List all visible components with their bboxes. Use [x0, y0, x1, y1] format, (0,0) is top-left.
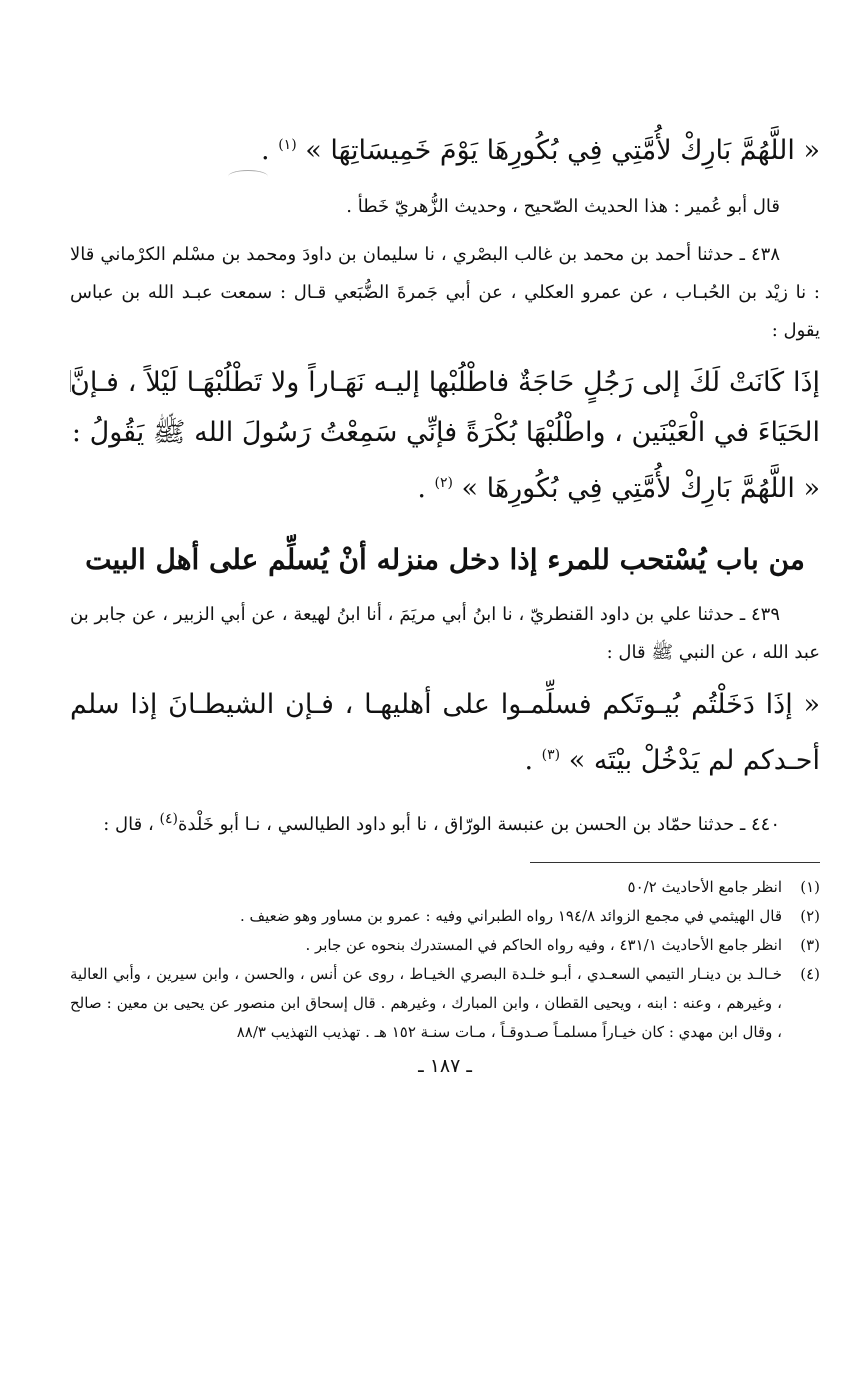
- footnote-ref-2[interactable]: (٢): [434, 475, 453, 491]
- footnote-item: (٢) قال الهيثمي في مجمع الزوائد ١٩٤/٨ رواه الطبراني وفيه : عمرو بن مساور وهو ضعيف .: [240, 907, 820, 925]
- hadith-quote-2-line2: « اللَّهُمَّ بَارِكْ لأُمَّتِي فِي بُكُورِهَا » $^{(٢)}$ .: [417, 473, 820, 504]
- footnote-item: (٣) انظر جامع الأحاديث ٤٣١/١ ، وفيه رواه الحاكم في المستدرك بنحوه عن جابر .: [305, 936, 820, 954]
- isnad-paragraph-438: ٤٣٨ ـ حدثنا أحمد بن محمد بن غالب البصْري ، نا سليمان بن داودَ ومحمد بن مسْلم الكرْماني قالا : نا زيْد بن الحُبـاب ، عن عمرو العكلي ، عن أبي جَمرةَ الضُّبَعي قـال : سمعت عبـد الله بن عباس يقول :: [70, 244, 820, 341]
- hadith-quote-3: « إذَا دَخَلْتُم بُيـوتَكم فسلِّمـوا على أهليهـا ، فـإن الشيطـانَ إذا سلم أحـدكم لم يَدْخُلْ بيْتَه » $^{(٣)}$ .: [70, 689, 820, 776]
- footnotes: [70, 873, 820, 1047]
- footnote-ref-1[interactable]: (١): [278, 137, 297, 153]
- footnote-ref-3[interactable]: (٣): [541, 747, 561, 763]
- hadith-quote-1: « اللَّهُمَّ بَارِكْ لأُمَّتِي فِي بُكُورِهَا يَوْمَ خَمِيسَاتِهَا » $^{(١)}$ .: [261, 135, 820, 166]
- footnote-separator: [530, 862, 820, 863]
- hadith-quote-2: إذَا كَانَتْ لَكَ إلى رَجُلٍ حَاجَةٌ فاطْلُبْها إليـه نَهَـاراً ولا تَطْلُبْهَـا لَيْلاً ، فـإنَّ الحَيَاءَ في الْعَيْنَين ، واطْلُبْهَا بُكْرَةً فإنِّي سَمِعْتُ رَسُولَ الله ﷺ يَقُولُ :: [70, 367, 820, 448]
- footnote-item: (١) انظر جامع الأحاديث ٥٠/٢: [627, 878, 820, 896]
- commentary-paragraph: قال أبو عُمير : هذا الحديث الصّحيح ، وحديث الزُّهريّ خَطأ .: [346, 196, 780, 217]
- page-number: ـ ١٨٧ ـ: [418, 1055, 472, 1077]
- footnote-item: (٤) خـالـد بن دينـار التيمي السعـدي ، أبـو خلـدة البصري الخيـاط ، روى عن أنس ، والحسن ، وابن سيرين ، وأبي العالية ، وغيرهم ، وعنه : ابنه ، ويحيى القطان ، وابن المبارك ، وغيرهم . قال إسحاق ابن منصور عن يحيى بن معين : صالح ، وقال ابن مهدي : كان خيـاراً مسلمـاً صـدوقـاً ، مـات سنـة ١٥٢ هـ . تهذيب التهذيب ٨٨/٣: [70, 965, 820, 1041]
- section-heading: من باب يُسْتحب للمرء إذا دخل منزله أنْ يُسلِّم على أهل البيت: [85, 543, 805, 576]
- isnad-paragraph-440: ٤٤٠ ـ حدثنا حمّاد بن الحسن بن عنبسة الورّاق ، نا أبو داود الطيالسي ، نـا أبو خَلْدة$^{(٤)}$ ، قال :: [103, 811, 780, 835]
- footnote-ref-4[interactable]: (٤): [159, 811, 178, 827]
- isnad-paragraph-439: ٤٣٩ ـ حدثنا علي بن داود القنطريّ ، نا ابنُ أبي مريَمَ ، أنا ابنُ لهيعة ، عن أبي الزبير ، عن جابر بن عبد الله ، عن النبي ﷺ قال :: [70, 604, 820, 663]
- page-content: [70, 100, 820, 1077]
